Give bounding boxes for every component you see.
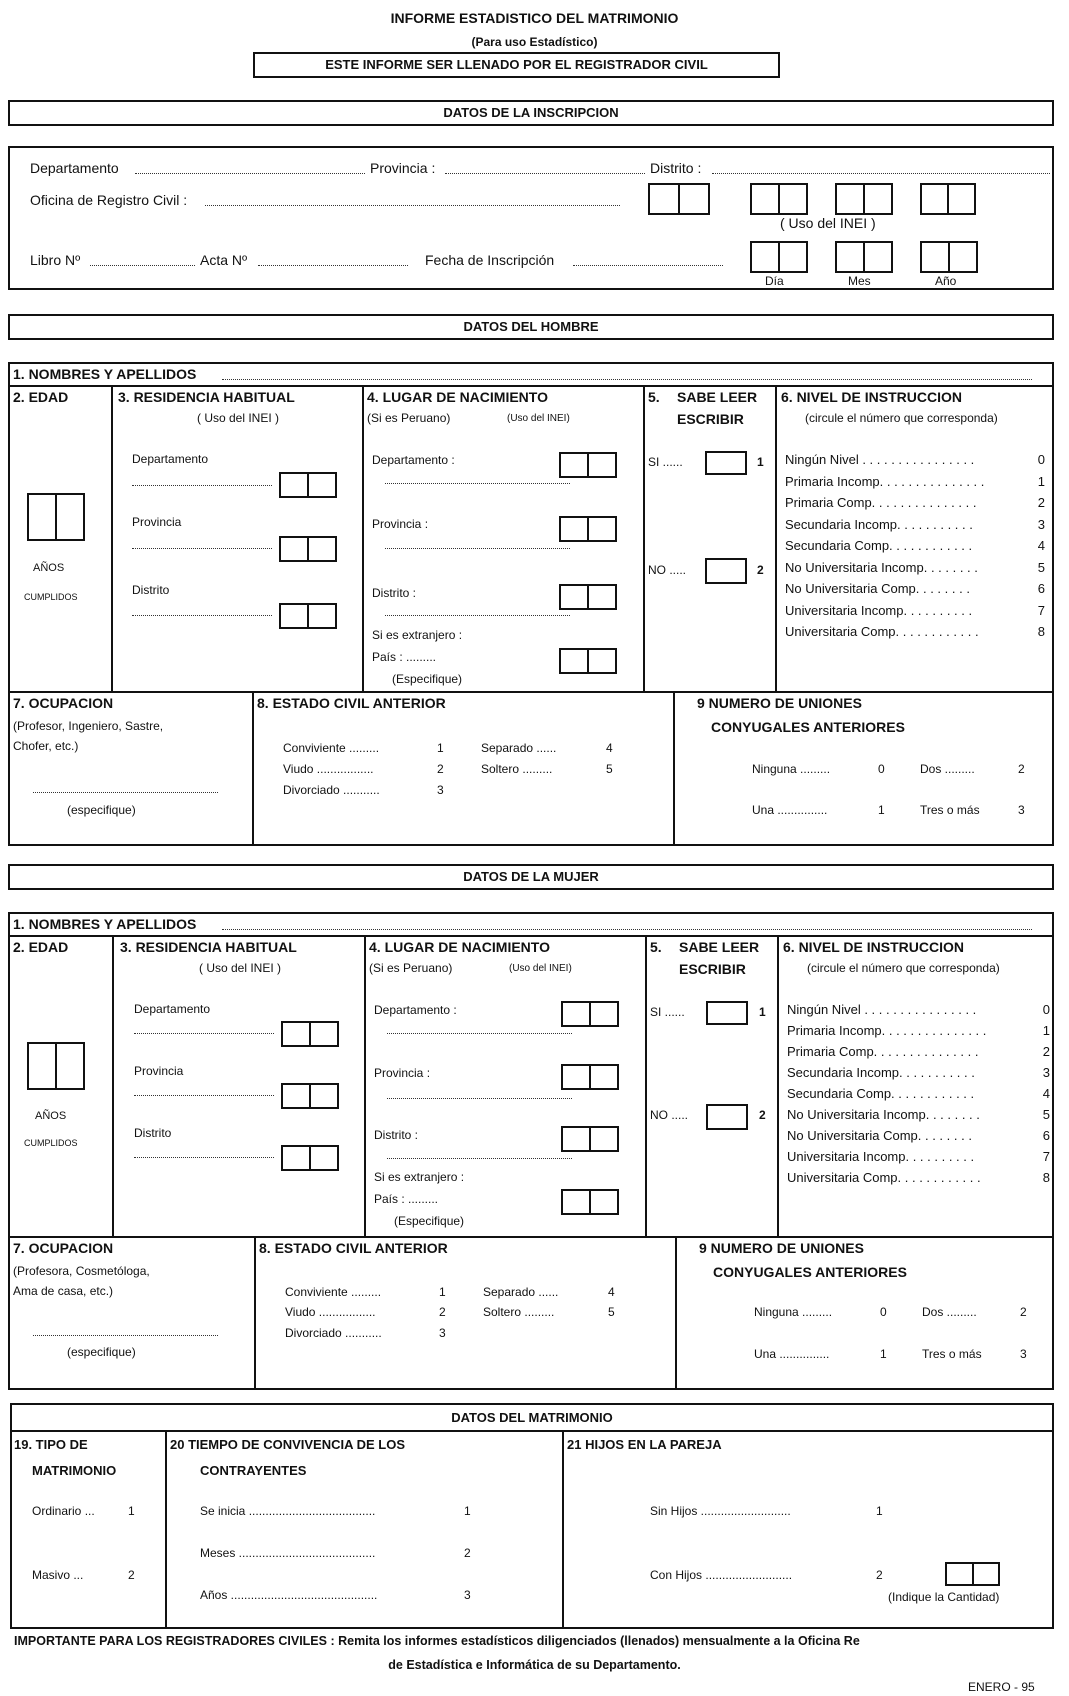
anios-label: AÑOS: [35, 1110, 67, 1122]
si-label: SI ......: [650, 1005, 685, 1019]
lug-provincia-label: Provincia :: [374, 1066, 431, 1080]
nivel-sub: (circule el número que corresponda): [807, 961, 1000, 975]
mes-box[interactable]: [835, 241, 893, 273]
meses-code: 2: [464, 1546, 471, 1560]
anios-label: AÑOS: [33, 562, 65, 574]
estado-opt[interactable]: Conviviente .........: [283, 741, 380, 755]
ocupacion-esp: (especifique): [67, 1345, 136, 1359]
uniones-code: 1: [878, 803, 885, 817]
ocupacion-label: 7. OCUPACION: [13, 1240, 114, 1256]
lug-provincia-box[interactable]: [561, 1064, 619, 1090]
section-header-hombre: DATOS DEL HOMBRE: [8, 314, 1054, 340]
uniones-label: 9 NUMERO DE UNIONES: [699, 1240, 864, 1256]
anios-code: 3: [464, 1588, 471, 1602]
masivo-option[interactable]: Masivo ...: [32, 1568, 84, 1582]
provincia-input[interactable]: [445, 168, 645, 174]
hijos-label: 21 HIJOS EN LA PAREJA: [567, 1437, 722, 1452]
tiempo-label: 20 TIEMPO DE CONVIVENCIA DE LOS: [170, 1437, 406, 1452]
anio-box[interactable]: [920, 241, 978, 273]
nivel-list: [787, 1002, 1050, 1191]
lug-distrito-label: Distrito :: [374, 1128, 419, 1142]
masivo-code: 2: [128, 1568, 135, 1582]
si-code: 1: [757, 455, 764, 469]
no-code: 2: [757, 563, 764, 577]
nivel-item[interactable]: Primaria Incomp. . . . . . . . . . . . . . . 1: [787, 1023, 1050, 1038]
res-provincia-box[interactable]: [279, 536, 337, 562]
lug-provincia-input[interactable]: [385, 543, 570, 549]
ocupacion-ej1: (Profesora, Cosmetóloga,: [13, 1264, 150, 1278]
uniones-label-2: CONYUGALES ANTERIORES: [711, 719, 905, 735]
nivel-sub: (circule el número que corresponda): [805, 411, 998, 425]
inei-code-box-1[interactable]: [648, 183, 710, 215]
nivel-item[interactable]: Universitaria Incomp. . . . . . . . . . 7: [787, 1149, 1050, 1164]
departamento-label: Departamento: [30, 160, 119, 176]
lug-departamento-box[interactable]: [561, 1001, 619, 1027]
uniones-opt[interactable]: Ninguna .........: [754, 1305, 833, 1319]
lug-distrito-box[interactable]: [561, 1126, 619, 1152]
meses-option[interactable]: Meses .........................................: [200, 1546, 376, 1560]
lug-departamento-label: Departamento :: [374, 1003, 457, 1017]
res-distrito-box[interactable]: [281, 1145, 339, 1171]
estado-opt[interactable]: Viudo .................: [283, 762, 374, 776]
ocupacion-ej2: Ama de casa, etc.): [13, 1284, 114, 1298]
ocupacion-esp: (especifique): [67, 803, 136, 817]
res-provincia-label: Provincia: [134, 1064, 184, 1078]
nivel-item[interactable]: Ningún Nivel . . . . . . . . . . . . . . . . 0: [787, 1002, 1050, 1017]
residencia-label: 3. RESIDENCIA HABITUAL: [120, 939, 297, 955]
section-header-mujer: DATOS DE LA MUJER: [8, 864, 1054, 890]
lug-provincia-box[interactable]: [559, 516, 617, 542]
departamento-input[interactable]: [135, 168, 365, 174]
form-title: INFORME ESTADISTICO DEL MATRIMONIO: [390, 10, 679, 26]
uniones-opt[interactable]: Ninguna .........: [752, 762, 831, 776]
estado-opt[interactable]: Separado ......: [481, 741, 557, 755]
mes-label: Mes: [848, 274, 871, 288]
lug-departamento-box[interactable]: [559, 452, 617, 478]
ordinario-code: 1: [128, 1504, 135, 1518]
res-provincia-input[interactable]: [134, 1090, 274, 1096]
nivel-item[interactable]: No Universitaria Comp. . . . . . . . 6: [785, 581, 1045, 596]
si-code: 1: [759, 1005, 766, 1019]
uniones-label: 9 NUMERO DE UNIONES: [697, 695, 862, 711]
lug-departamento-label: Departamento :: [372, 453, 455, 467]
uniones-opt[interactable]: Dos .........: [922, 1305, 977, 1319]
res-distrito-input[interactable]: [132, 610, 272, 616]
lug-provincia-input[interactable]: [387, 1093, 572, 1099]
res-distrito-input[interactable]: [134, 1152, 274, 1158]
estado-code: 1: [437, 741, 444, 755]
uniones-code: 2: [1018, 762, 1025, 776]
important-note: IMPORTANTE PARA LOS REGISTRADORES CIVILES : Remita los informes estadísticos diligenciados (llenados) mensualmente a la Oficina Re: [14, 1634, 860, 1648]
cumplidos-label: CUMPLIDOS: [24, 592, 78, 602]
res-departamento-input[interactable]: [132, 480, 272, 486]
inei-code-box-4[interactable]: [920, 183, 976, 215]
estado-opt[interactable]: Soltero .........: [481, 762, 553, 776]
nivel-list: [785, 452, 1045, 646]
lug-distrito-label: Distrito :: [372, 586, 417, 600]
estado-label: 8. ESTADO CIVIL ANTERIOR: [257, 695, 446, 711]
no-code: 2: [759, 1108, 766, 1122]
residencia-sub: ( Uso del INEI ): [197, 411, 280, 425]
estado-opt[interactable]: Viudo .................: [285, 1305, 376, 1319]
mujer-edad-box[interactable]: [27, 1042, 85, 1090]
nivel-label: 6. NIVEL DE INSTRUCCION: [781, 389, 962, 405]
res-departamento-input[interactable]: [134, 1028, 274, 1034]
fecha-input[interactable]: [573, 260, 723, 266]
res-distrito-label: Distrito: [132, 583, 170, 597]
extranjero-label: Si es extranjero :: [374, 1170, 465, 1184]
provincia-label: Provincia :: [370, 160, 436, 176]
uso-inei-label: ( Uso del INEI ): [780, 215, 876, 231]
escribir-label: ESCRIBIR: [679, 961, 746, 977]
tipo-label-2: MATRIMONIO: [32, 1463, 117, 1478]
pais-label: País : .........: [372, 650, 437, 664]
especifique-label: (Especifique): [392, 672, 463, 686]
estado-opt[interactable]: Conviviente .........: [285, 1285, 382, 1299]
nivel-item[interactable]: Secundaria Comp. . . . . . . . . . . . 4: [785, 538, 1045, 553]
edad-label: 2. EDAD: [13, 389, 69, 405]
indique-label: (Indique la Cantidad): [888, 1590, 1000, 1604]
lugar-sub1: (Si es Peruano): [369, 961, 453, 975]
no-label: NO .....: [648, 563, 687, 577]
acta-label: Acta Nº: [200, 252, 248, 268]
uniones-opt[interactable]: Una ...............: [754, 1347, 830, 1361]
section-header-inscripcion: DATOS DE LA INSCRIPCION: [8, 100, 1054, 126]
notice-box: ESTE INFORME SER LLENADO POR EL REGISTRADOR CIVIL: [253, 52, 780, 78]
si-label: SI ......: [648, 455, 683, 469]
pais-label: País : .........: [374, 1192, 439, 1206]
estado-code: 2: [439, 1305, 446, 1319]
uniones-opt[interactable]: Tres o más: [920, 803, 980, 817]
oficina-input[interactable]: [205, 200, 620, 206]
mujer-ocupacion-input[interactable]: [33, 1330, 218, 1336]
estado-opt[interactable]: Divorciado ...........: [285, 1326, 382, 1340]
estado-opt[interactable]: Separado ......: [483, 1285, 559, 1299]
res-provincia-input[interactable]: [132, 543, 272, 549]
lug-departamento-input[interactable]: [385, 478, 570, 484]
sabe-num: 5.: [650, 939, 662, 955]
nivel-item[interactable]: Secundaria Incomp. . . . . . . . . . . 3: [785, 516, 1045, 532]
ocupacion-label: 7. OCUPACION: [13, 695, 114, 711]
nivel-item[interactable]: Secundaria Comp. . . . . . . . . . . . 4: [787, 1086, 1050, 1101]
pais-box[interactable]: [559, 648, 617, 674]
nivel-item[interactable]: Secundaria Incomp. . . . . . . . . . . 3: [787, 1065, 1050, 1080]
nivel-item[interactable]: Universitaria Comp. . . . . . . . . . . . 8: [787, 1170, 1050, 1185]
ocupacion-ej1: (Profesor, Ingeniero, Sastre,: [13, 719, 164, 733]
nivel-item[interactable]: Universitaria Incomp. . . . . . . . . . 7: [785, 602, 1045, 618]
lug-departamento-input[interactable]: [387, 1028, 572, 1034]
edad-label: 2. EDAD: [13, 939, 69, 955]
inei-code-box-2[interactable]: [750, 183, 808, 215]
dia-label: Día: [765, 274, 784, 288]
tiempo-label-2: CONTRAYENTES: [200, 1463, 307, 1478]
nivel-item[interactable]: Universitaria Comp. . . . . . . . . . . . 8: [785, 624, 1045, 639]
se-inicia-code: 1: [464, 1504, 471, 1518]
hombre-nombres-label: 1. NOMBRES Y APELLIDOS: [13, 366, 197, 382]
no-checkbox[interactable]: [705, 558, 747, 584]
uniones-code: 0: [880, 1305, 887, 1319]
estado-code: 1: [439, 1285, 446, 1299]
important-note-2: de Estadística e Informática de su Departamento.: [388, 1658, 681, 1672]
hombre-ocupacion-input[interactable]: [33, 787, 218, 793]
si-checkbox[interactable]: [706, 1001, 748, 1025]
res-departamento-label: Departamento: [134, 1002, 211, 1016]
res-distrito-label: Distrito: [134, 1126, 172, 1140]
lug-distrito-input[interactable]: [387, 1153, 572, 1159]
uniones-opt[interactable]: Una ...............: [752, 803, 828, 817]
con-hijos-option[interactable]: Con Hijos ..........................: [650, 1568, 793, 1582]
sabe-leer-label: SABE LEER: [679, 939, 760, 955]
nivel-item[interactable]: No Universitaria Incomp. . . . . . . . 5: [785, 559, 1045, 575]
uniones-code: 2: [1020, 1305, 1027, 1319]
dia-box[interactable]: [750, 241, 808, 273]
pais-box[interactable]: [561, 1189, 619, 1215]
lugar-sub2: (Uso del INEI): [507, 413, 570, 424]
inei-code-box-3[interactable]: [835, 183, 893, 215]
distrito-label: Distrito :: [650, 160, 702, 176]
uniones-label-2: CONYUGALES ANTERIORES: [713, 1264, 907, 1280]
mujer-nombres-label: 1. NOMBRES Y APELLIDOS: [13, 916, 197, 932]
lug-distrito-input[interactable]: [385, 610, 570, 616]
ordinario-option[interactable]: Ordinario ...: [32, 1504, 95, 1518]
estado-code: 5: [608, 1305, 615, 1319]
form-subtitle: (Para uso Estadístico): [471, 35, 598, 49]
sin-hijos-code: 1: [876, 1504, 883, 1518]
sabe-num: 5.: [648, 389, 660, 405]
lugar-label: 4. LUGAR DE NACIMIENTO: [369, 939, 550, 955]
nivel-item[interactable]: No Universitaria Comp. . . . . . . . 6: [787, 1128, 1050, 1143]
mujer-nombres-input[interactable]: [222, 922, 1032, 930]
no-label: NO .....: [650, 1108, 689, 1122]
res-distrito-box[interactable]: [279, 603, 337, 629]
estado-opt[interactable]: Divorciado ...........: [283, 783, 380, 797]
fecha-label: Fecha de Inscripción: [425, 252, 555, 268]
ocupacion-ej2: Chofer, etc.): [13, 739, 79, 753]
sin-hijos-option[interactable]: Sin Hijos ...........................: [650, 1504, 791, 1518]
res-provincia-label: Provincia: [132, 515, 182, 529]
nivel-item[interactable]: Primaria Incomp. . . . . . . . . . . . . . . 1: [785, 473, 1045, 489]
estado-code: 4: [608, 1285, 615, 1299]
nivel-item[interactable]: Ningún Nivel . . . . . . . . . . . . . . . . 0: [785, 452, 1045, 467]
res-provincia-box[interactable]: [281, 1083, 339, 1109]
uniones-code: 1: [880, 1347, 887, 1361]
uniones-opt[interactable]: Tres o más: [922, 1347, 982, 1361]
cumplidos-label: CUMPLIDOS: [24, 1138, 78, 1148]
estado-opt[interactable]: Soltero .........: [483, 1305, 555, 1319]
anio-label: Año: [935, 274, 957, 288]
residencia-label: 3. RESIDENCIA HABITUAL: [118, 389, 295, 405]
estado-code: 5: [606, 762, 613, 776]
uniones-opt[interactable]: Dos .........: [920, 762, 975, 776]
sabe-leer-label: SABE LEER: [677, 389, 758, 405]
residencia-sub: ( Uso del INEI ): [199, 961, 282, 975]
estado-code: 3: [437, 783, 444, 797]
lug-provincia-label: Provincia :: [372, 517, 429, 531]
estado-code: 4: [606, 741, 613, 755]
estado-code: 2: [437, 762, 444, 776]
nivel-label: 6. NIVEL DE INSTRUCCION: [783, 939, 964, 955]
no-checkbox[interactable]: [706, 1104, 748, 1130]
extranjero-label: Si es extranjero :: [372, 628, 463, 642]
res-departamento-box[interactable]: [281, 1021, 339, 1047]
res-departamento-box[interactable]: [279, 472, 337, 498]
nivel-item[interactable]: No Universitaria Incomp. . . . . . . . 5: [787, 1107, 1050, 1122]
uniones-code: 3: [1018, 803, 1025, 817]
libro-input[interactable]: [90, 260, 195, 266]
hijos-cantidad-box[interactable]: [945, 1562, 1000, 1586]
estado-code: 3: [439, 1326, 446, 1340]
section-header-matrimonio: DATOS DEL MATRIMONIO: [451, 1410, 613, 1425]
uniones-code: 0: [878, 762, 885, 776]
hombre-edad-box[interactable]: [27, 493, 85, 541]
acta-input[interactable]: [258, 260, 408, 266]
oficina-label: Oficina de Registro Civil :: [30, 192, 188, 208]
res-departamento-label: Departamento: [132, 452, 209, 466]
especifique-label: (Especifique): [394, 1214, 465, 1228]
uniones-code: 3: [1020, 1347, 1027, 1361]
se-inicia-option[interactable]: Se inicia ......................................: [200, 1504, 376, 1518]
tipo-label: 19. TIPO DE: [14, 1437, 88, 1452]
lugar-label: 4. LUGAR DE NACIMIENTO: [367, 389, 548, 405]
libro-label: Libro Nº: [30, 252, 81, 268]
nivel-item[interactable]: Primaria Comp. . . . . . . . . . . . . . . 2: [785, 495, 1045, 510]
anios-option[interactable]: Años ............................................: [200, 1588, 378, 1602]
hombre-nombres-input[interactable]: [222, 372, 1032, 380]
estado-label: 8. ESTADO CIVIL ANTERIOR: [259, 1240, 448, 1256]
nivel-item[interactable]: Primaria Comp. . . . . . . . . . . . . . . 2: [787, 1044, 1050, 1059]
lugar-sub1: (Si es Peruano): [367, 411, 451, 425]
con-hijos-code: 2: [876, 1568, 883, 1582]
escribir-label: ESCRIBIR: [677, 411, 744, 427]
distrito-input[interactable]: [712, 168, 1050, 174]
si-checkbox[interactable]: [705, 451, 747, 475]
lugar-sub2: (Uso del INEI): [509, 963, 572, 974]
form-date: ENERO - 95: [968, 1680, 1035, 1694]
lug-distrito-box[interactable]: [559, 584, 617, 610]
